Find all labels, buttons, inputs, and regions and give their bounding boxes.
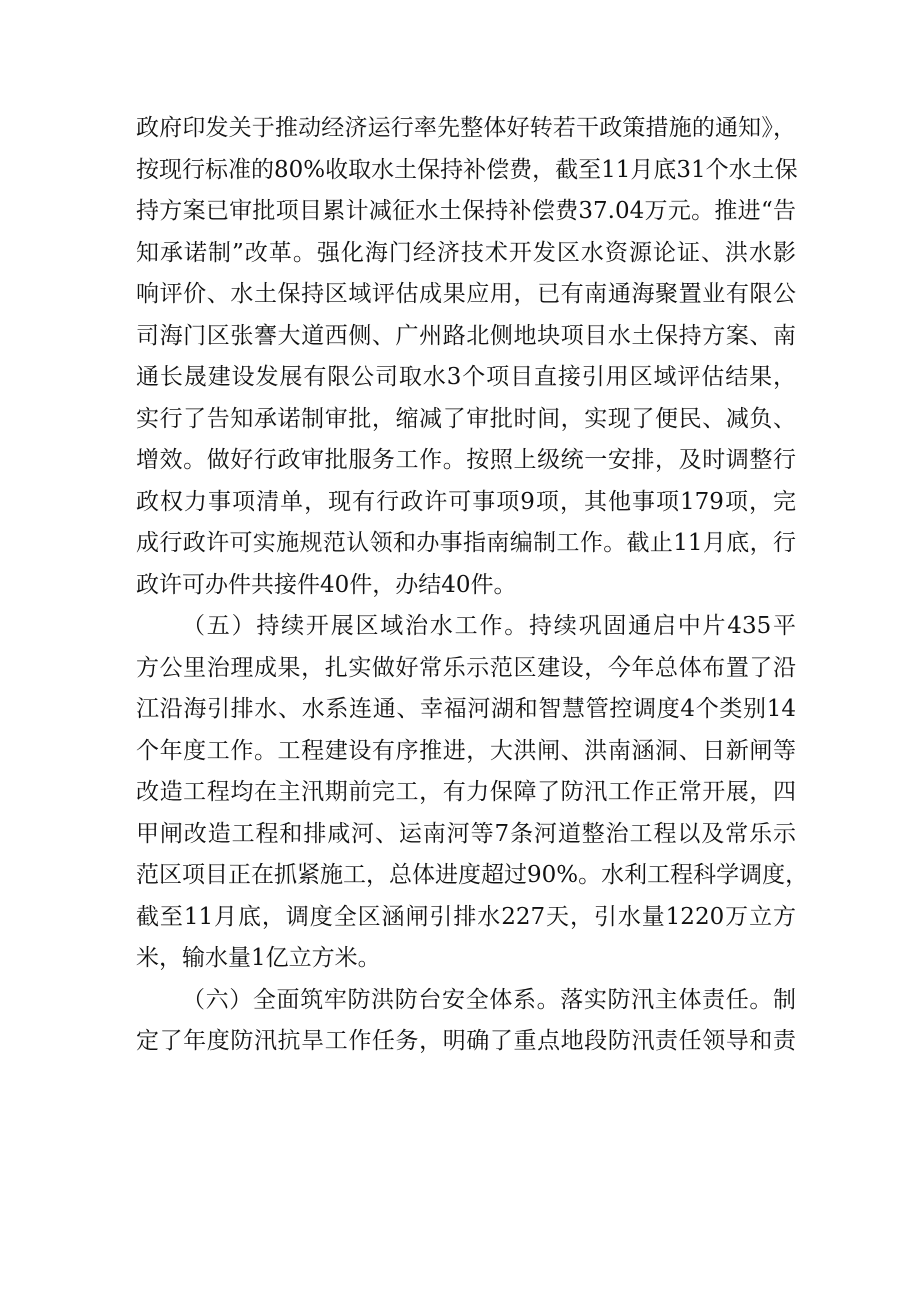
text-line: （六）全面筑牢防洪防台安全体系。落实防汛主体责任。制 [182, 986, 796, 1013]
text-line: 成行政许可实施规范认领和办事指南编制工作。截止11月底，行 [136, 530, 796, 556]
text-line: 持方案已审批项目累计减征水土保持补偿费37.04万元。推进“告 [136, 198, 796, 224]
text-line: 改造工程均在主汛期前完工，有力保障了防汛工作正常开展，四 [136, 779, 796, 805]
text-line: 政许可办件共接件40件，办结40件。 [136, 571, 517, 598]
paragraph-continuation [136, 108, 796, 606]
text-line: 司海门区张謇大道西侧、广州路北侧地块项目水土保持方案、南 [136, 322, 796, 349]
text-line: 范区项目正在抓紧施工，总体进度超过90%。水利工程科学调度， [136, 862, 809, 888]
text-line: 米，输水量1亿立方米。 [136, 945, 381, 971]
text-line: 增效。做好行政审批服务工作。按照上级统一安排，及时调整行 [136, 447, 796, 473]
text-line: 甲闸改造工程和排咸河、运南河等7条河道整治工程以及常乐示 [136, 820, 796, 847]
document-body [136, 108, 809, 1063]
text-line: 个年度工作。工程建设有序推进，大洪闸、洪南涵洞、日新闸等 [136, 737, 796, 764]
text-line: 截至11月底，调度全区涵闸引排水227天，引水量1220万立方 [136, 903, 796, 930]
text-line: 定了年度防汛抗旱工作任务，明确了重点地段防汛责任领导和责 [136, 1028, 796, 1054]
paragraph-section-5 [136, 606, 809, 980]
text-line: 响评价、水土保持区域评估成果应用，已有南通海聚置业有限公 [136, 281, 796, 307]
text-line: 江沿海引排水、水系连通、幸福河湖和智慧管控调度4个类别14 [136, 696, 796, 722]
text-line: 按现行标准的80%收取水土保持补偿费，截至11月底31个水土保 [136, 156, 798, 183]
text-line: （五）持续开展区域治水工作。持续巩固通启中片435平 [182, 613, 796, 639]
text-line: 政府印发关于推动经济运行率先整体好转若干政策措施的通知》， [136, 115, 796, 141]
text-line: 通长晟建设发展有限公司取水3个项目直接引用区域评估结果， [136, 364, 796, 390]
text-line: 知承诺制”改革。强化海门经济技术开发区水资源论证、洪水影 [136, 239, 796, 266]
text-line: 政权力事项清单，现有行政许可事项9项，其他事项179项，完 [136, 488, 796, 515]
paragraph-section-6 [136, 980, 796, 1063]
text-line: 实行了告知承诺制审批，缩减了审批时间，实现了便民、减负、 [136, 405, 796, 432]
text-line: 方公里治理成果，扎实做好常乐示范区建设，今年总体布置了沿 [136, 654, 796, 681]
